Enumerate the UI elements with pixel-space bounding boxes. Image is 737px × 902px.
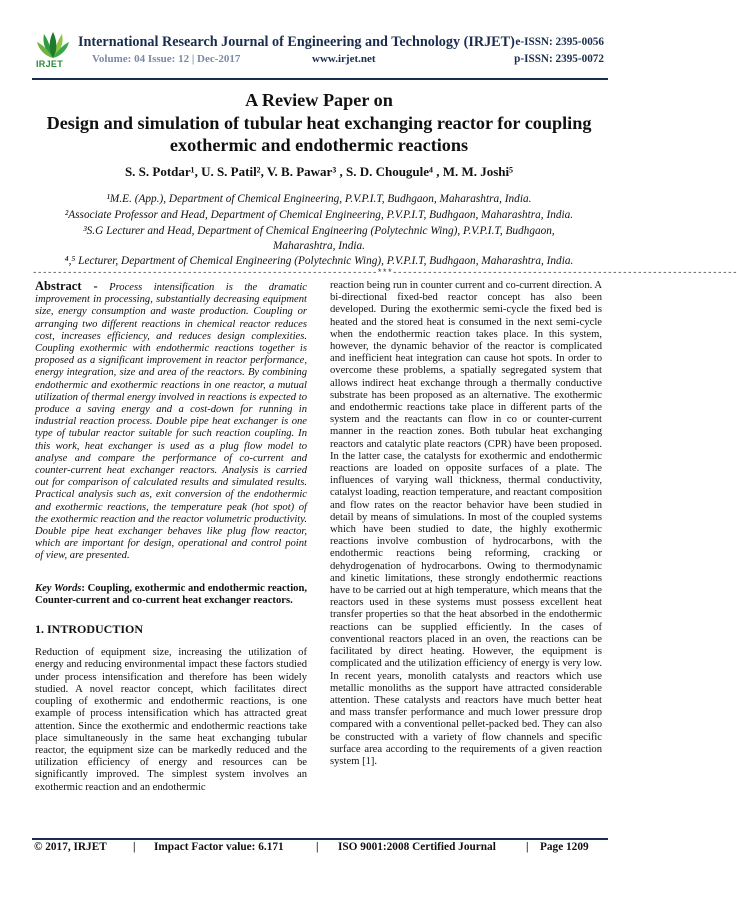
logo-wordmark: IRJET <box>36 59 64 69</box>
right-column <box>330 280 602 768</box>
footer-impact-factor: Impact Factor value: 6.171 <box>154 841 284 853</box>
irjet-logo-icon <box>36 30 70 70</box>
footer-separator: | <box>316 841 319 853</box>
abstract-text: Process intensification is the dramatic improvement in processing, substantially decreasing equipment size, energy consumption and waste production. Coupling or arranging two different reactions in chemical reactor reduces cost, increases efficiency, and reduces design complexities. Coupling exothermic with endothermic reactions together is proposed as a significant improvement in reactor performance, energy integration, size and area of the reactors. By combining endothermic and exothermic reactions in one reactor, a mutual utilization of thermal energy involved in reactions is expected to produce a saving energy and a cost-down for running in industrial reaction process. Double pipe heat exchanger is one type of tubular reactor suitable for such reaction coupling. In this work, heat exchanger is used as a plug flow model to analyse and compare the performance of co-current and counter-current heat exchanger reactors. Analysis is carried out for comparison of calculated results and simulated results. Practical analysis such as, exit conversion of the endothermic and exothermic reactions, the temperature peak (hot spot) of the exothermic reaction and the reactor volumetric productivity. Double pipe heat exchanger behaves like plug flow reactor, which are important for design, operational and control point of view, are presented. <box>35 282 307 562</box>
keywords <box>35 583 307 607</box>
paper-title-line-1: A Review Paper on <box>245 90 393 110</box>
paper-title: Design and simulation of tubular heat exchanging reactor for coupling exothermic and endothermic reactions <box>46 113 592 155</box>
eissn: e-ISSN: 2395-0056 <box>515 36 604 48</box>
affiliation-2: ²Associate Professor and Head, Department of Chemical Engineering, P.V.P.I.T, Budhgaon, Maharashtra, India. <box>64 209 574 221</box>
footer-separator: | <box>133 841 136 853</box>
footer-copyright: © 2017, IRJET <box>34 841 107 853</box>
pissn: p-ISSN: 2395-0072 <box>514 53 604 65</box>
keywords-heading: Key Words <box>35 582 82 594</box>
affiliation-3: ³S.G Lecturer and Head, Department of Chemical Engineering (Polytechnic Wing), P.V.P.I.T, Budhgaon, Maharashtra, India. <box>83 225 555 252</box>
introduction-text-right: reaction being run in counter current and co-current direction. A bi-directional fixed-bed reactor concept has also been developed. During the exothermic semi-cycle the fixed bed is heated and the stored heat is consumed in the next semi-cycle when the endothermic reaction takes place. In this system, however, the dynamic behavior of the reactor is complicated and inefficient heat integration can cause hot spots. In order to overcome these problems, a spatially segregated system that allows indirect heat exchange through a thermally conductive substrate has been proposed as an alternative. The exothermic and endothermic reactions take place in different parts of the system and the reactants can flow in co or counter-current manner in the reaction zones. Both tubular heat exchanging reactors and catalytic plate reactors (CPR) have been proposed. In the latter case, the catalysts for exothermic and endothermic reactions are loaded on opposite surfaces of a plate. The influences of varying wall thickness, thermal conductivity, catalyst loading, reaction temperature, and reactant composition and flow rates on the reactor behavior have been studied in detail by means of simulations. In most of the coupled systems which have been studied to date, the highly exothermic reactions involve combustion of hydrocarbons, with the endothermic reactions being reforming, cracking or dehydrogenation of hydrocarbons. Owing to thermodynamic and kinetic limitations, these strongly endothermic reactions have to be carried out at high temperature, which means that the reactors used in these systems must possess excellent heat transfer properties so that the heat absorbed in the endothermic reactions can be supplied efficiently. In the cases of conventional reactors placed in an oven, the reactions can be facilitated by direct heating. However, the equipment is complicated and the utilization efficiency of energy is very low. In recent years, monolith catalysts and reactors which use metallic monoliths as the support have attracted considerable attention. These catalysts and reactors have much better heat and mass transfer performance and much lower pressure drop compared with a conventional pellet-packed bed. They can also be constructed with a variety of flow channels and specific surface area according to the requirements of a given reaction system [1]. <box>330 280 602 767</box>
journal-title: International Research Journal of Engineering and Technology (IRJET) <box>78 34 515 50</box>
affiliation-1: ¹M.E. (App.), Department of Chemical Engineering, P.V.P.I.T, Budhgaon, Maharashtra, India. <box>106 193 532 205</box>
abstract-heading: Abstract - <box>35 279 98 293</box>
volume-issue: Volume: 04 Issue: 12 | Dec-2017 <box>92 53 241 65</box>
footer-page-number: Page 1209 <box>540 841 589 853</box>
footer-separator: | <box>526 841 529 853</box>
section-divider: ---------------------------------------------------------------------***--------------------------------------------------------------------- <box>32 268 737 278</box>
footer-iso: ISO 9001:2008 Certified Journal <box>338 841 496 853</box>
footer-divider <box>32 838 608 840</box>
left-column <box>35 280 307 794</box>
journal-header <box>32 30 606 72</box>
header-divider <box>32 78 608 80</box>
affiliation-4-5: ⁴,⁵ Lecturer, Department of Chemical Engineering (Polytechnic Wing), P.V.P.I.T, Budhgaon, Maharashtra, India. <box>64 255 574 267</box>
section-heading-introduction: 1. INTRODUCTION <box>35 622 144 637</box>
abstract <box>35 280 307 563</box>
author-list: S. S. Potdar¹, U. S. Patil², V. B. Pawar³ , S. D. Chougule⁴ , M. M. Joshi⁵ <box>124 164 514 179</box>
journal-website-link[interactable]: www.irjet.net <box>312 53 376 65</box>
keywords-text: : Coupling, exothermic and endothermic reaction, Counter-current and co-current heat exchanger reactors. <box>35 582 307 606</box>
introduction-text-left: Reduction of equipment size, increasing the utilization of energy and reducing environmental impact these factors studied under process intensification and therefore has been widely studied. A novel reactor concept, which facilitates direct coupling of exothermic and endothermic reactions, is one example of process intensification which has attracted great attention. Since the exothermic and endothermic reactions take place simultaneously in the same heat exchanging tubular reactor, the equipment size can be markedly reduced and the utilization efficiency of energy and resources can be significantly improved. The simplest system involves an exothermic reaction and an endothermic <box>35 647 307 793</box>
